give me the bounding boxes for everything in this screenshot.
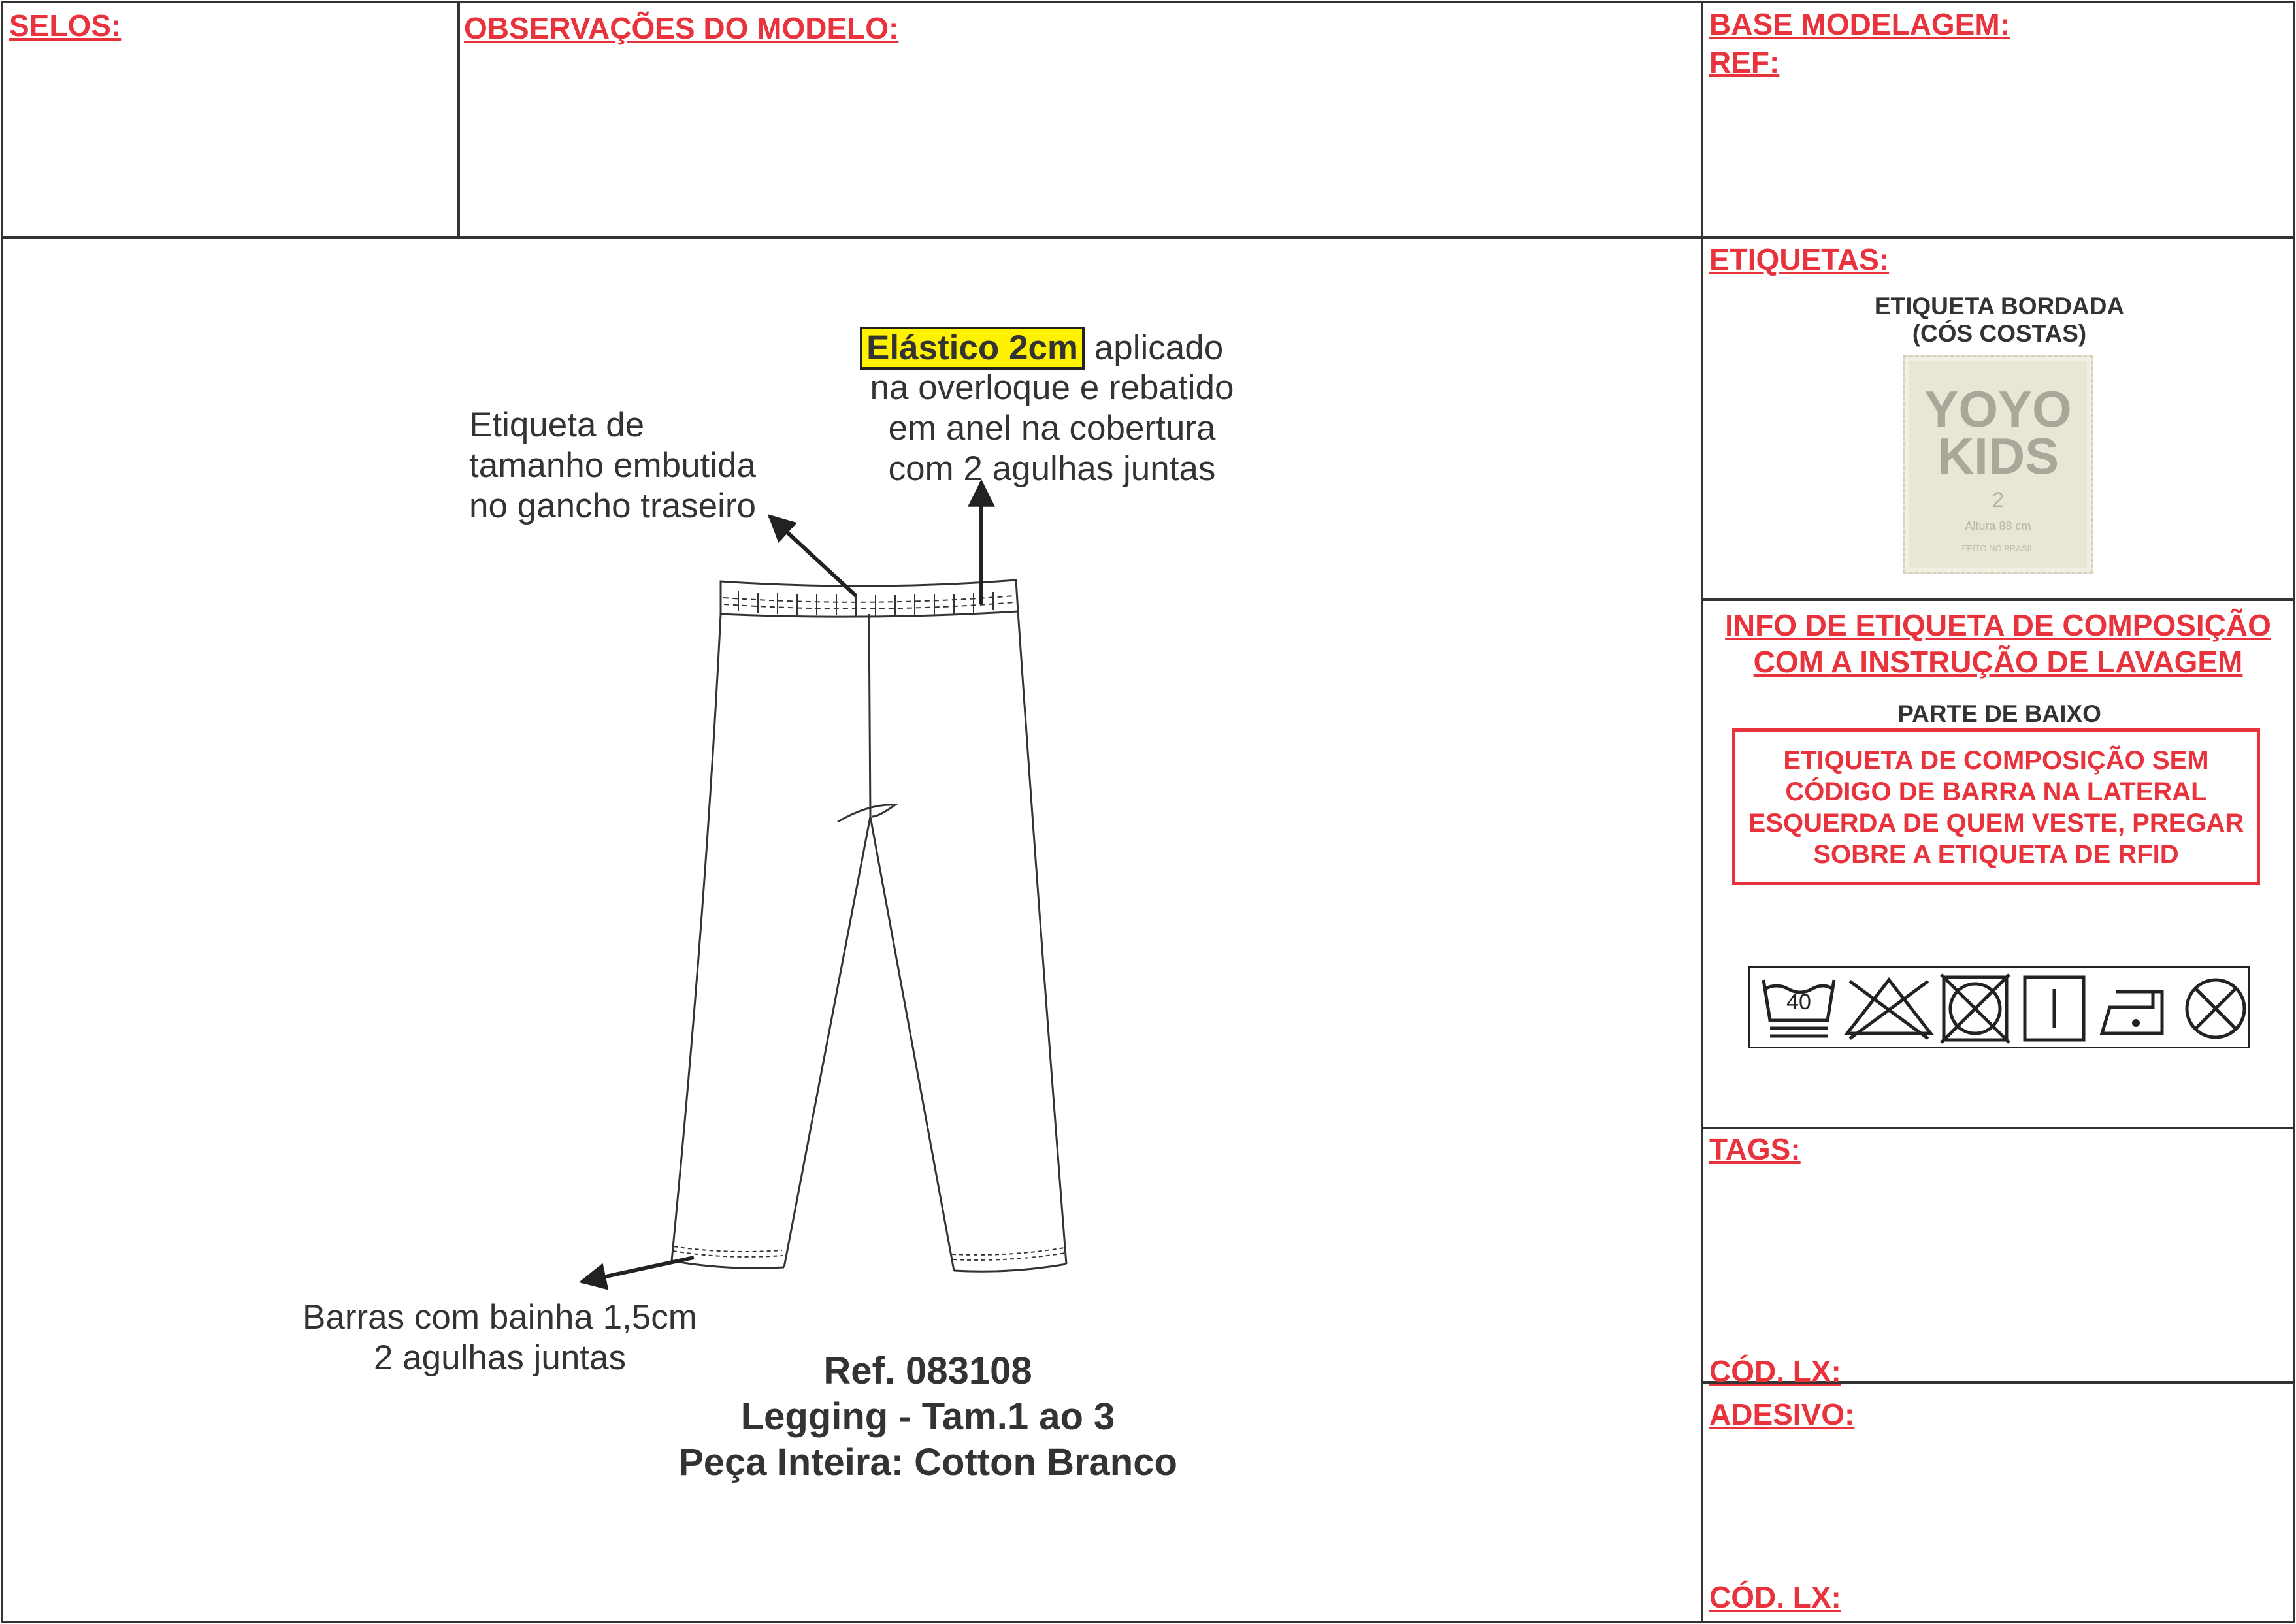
- product-name: Legging - Tam.1 ao 3: [740, 1395, 1115, 1438]
- parte-de-baixo-label: PARTE DE BAIXO: [1897, 700, 2101, 727]
- composition-box-line-4: SOBRE A ETIQUETA DE RFID: [1813, 840, 2179, 869]
- elastic-note-line-3: em anel na cobertura: [888, 409, 1216, 447]
- ref-label: REF:: [1709, 45, 1780, 79]
- label-note-line-3: no gancho traseiro: [469, 487, 757, 525]
- wash-temperature: 40: [1786, 990, 1811, 1015]
- do-not-dry-clean-icon: [2187, 980, 2244, 1037]
- etiquetas-label: ETIQUETAS:: [1709, 242, 1890, 276]
- composition-instruction-box: [1732, 728, 2260, 885]
- care-symbols-strip: [1748, 966, 2250, 1048]
- etiqueta-bordada-title: ETIQUETA BORDADA: [1874, 293, 2125, 319]
- observacoes-label: OBSERVAÇÕES DO MODELO:: [464, 11, 899, 45]
- woven-label-origin: FEITO NO BRASIL: [1961, 544, 2035, 553]
- ref-number: Ref. 083108: [823, 1350, 1032, 1392]
- adesivo-label: ADESIVO:: [1709, 1397, 1855, 1431]
- selos-label: SELOS:: [9, 8, 122, 42]
- composition-box-line-3: ESQUERDA DE QUEM VESTE, PREGAR: [1748, 809, 2244, 837]
- hem-note-line-1: Barras com bainha 1,5cm: [303, 1298, 697, 1337]
- do-not-bleach-icon: [1847, 980, 1931, 1039]
- adesivo-cod-lx-label: CÓD. LX:: [1709, 1580, 1841, 1614]
- tags-cod-lx-label: CÓD. LX:: [1709, 1354, 1841, 1388]
- do-not-tumble-dry-icon: [1941, 975, 2009, 1043]
- base-modelagem-label: BASE MODELAGEM:: [1709, 7, 2010, 41]
- tags-label: TAGS:: [1709, 1132, 1801, 1166]
- composition-box-line-1: ETIQUETA DE COMPOSIÇÃO SEM: [1783, 746, 2209, 775]
- woven-label-brand-1: YOYO: [1924, 380, 2072, 438]
- woven-label-height: Altura 88 cm: [1965, 519, 2031, 532]
- elastic-rest: aplicado: [1085, 329, 1224, 367]
- label-note-line-1: Etiqueta de: [469, 406, 645, 444]
- woven-label-brand-2: KIDS: [1937, 427, 2059, 485]
- label-note-line-2: tamanho embutida: [469, 446, 757, 485]
- etiqueta-bordada-subtitle: (CÓS COSTAS): [1912, 320, 2087, 347]
- composicao-title-line-2: COM A INSTRUÇÃO DE LAVAGEM: [1753, 645, 2243, 679]
- fabric-description: Peça Inteira: Cotton Branco: [678, 1441, 1177, 1484]
- composition-box-line-2: CÓDIGO DE BARRA NA LATERAL: [1785, 777, 2207, 806]
- iron-low-icon: [2102, 992, 2162, 1033]
- woven-label-size: 2: [1992, 488, 2004, 512]
- line-dry-icon: [2025, 977, 2084, 1040]
- elastic-note-first-line: [860, 327, 1223, 370]
- composicao-title-line-1: INFO DE ETIQUETA DE COMPOSIÇÃO: [1725, 608, 2271, 642]
- woven-label-image: [1903, 355, 2093, 574]
- elastic-highlight: Elástico 2cm: [860, 327, 1085, 370]
- hem-note-line-2: 2 agulhas juntas: [373, 1339, 626, 1377]
- elastic-note-line-2: na overloque e rebatido: [870, 368, 1234, 407]
- elastic-note-line-4: com 2 agulhas juntas: [888, 449, 1216, 488]
- care-symbols: [1750, 968, 2252, 1050]
